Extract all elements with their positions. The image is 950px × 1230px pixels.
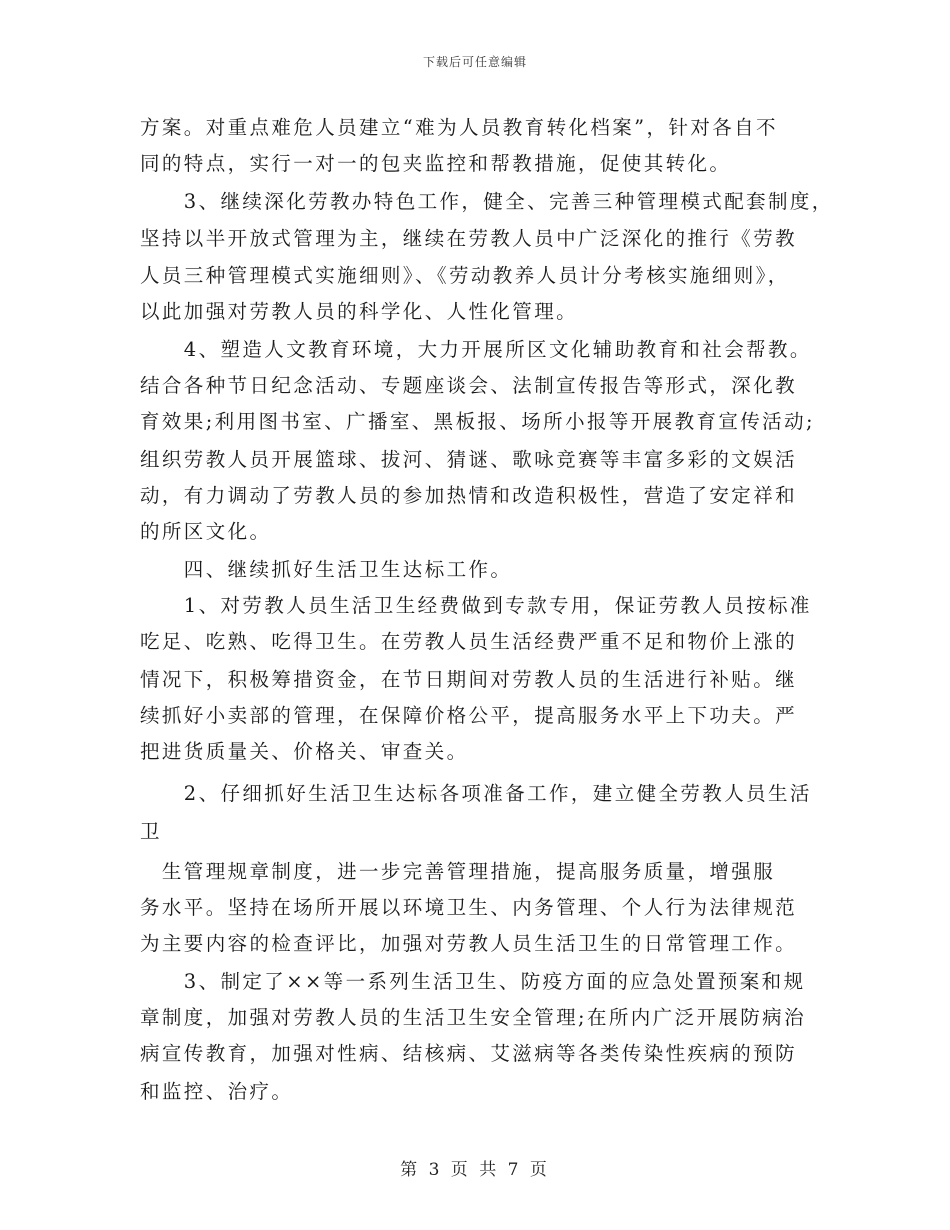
page-header-note: 下载后可任意编辑 — [422, 55, 527, 69]
text-line: 坚持以半开放式管理为主，继续在劳教人员中广泛深化的推行《劳教 — [140, 227, 798, 250]
text-line: 育效果;利用图书室、广播室、黑板报、场所小报等开展教育宣传活动; — [140, 410, 815, 433]
text-line: 方案。对重点难危人员建立“难为人员教育转化档案”，针对各自不 — [140, 116, 778, 139]
text-line: 生管理规章制度，进一步完善管理措施，提高服务质量，增强服 — [140, 860, 776, 883]
text-line: 组织劳教人员开展篮球、拔河、猜谜、歌咏竞赛等丰富多彩的文娱活 — [140, 448, 798, 471]
page-number-footer: 第 3 页 共 7 页 — [400, 1160, 550, 1180]
text-line: 章制度，加强对劳教人员的生活卫生安全管理;在所内广泛开展防病治 — [140, 1006, 806, 1029]
text-line: 结合各种节日纪念活动、专题座谈会、法制宣传报告等形式，深化教 — [140, 374, 798, 397]
text-line: 3、继续深化劳教办特色工作，健全、完善三种管理模式配套制度， — [140, 190, 834, 213]
text-line: 以此加强对劳教人员的科学化、人性化管理。 — [140, 300, 579, 323]
text-line: 和监控、治疗。 — [140, 1080, 294, 1103]
text-line: 1、对劳教人员生活卫生经费做到专款专用，保证劳教人员按标准 — [140, 594, 812, 617]
text-line: 卫 — [140, 820, 162, 843]
text-line: 为主要内容的检查评比，加强对劳教人员生活卫生的日常管理工作。 — [140, 932, 798, 955]
text-line: 2、仔细抓好生活卫生达标各项准备工作，建立健全劳教人员生活 — [140, 782, 812, 805]
text-line: 情况下，积极筹措资金，在节日期间对劳教人员的生活进行补贴。继 — [140, 668, 798, 691]
text-line: 续抓好小卖部的管理，在保障价格公平，提高服务水平上下功夫。严 — [140, 704, 798, 727]
text-line: 吃足、吃熟、吃得卫生。在劳教人员生活经费严重不足和物价上涨的 — [140, 630, 798, 653]
text-line: 同的特点，实行一对一的包夹监控和帮教措施，促使其转化。 — [140, 152, 732, 175]
text-line: 动，有力调动了劳教人员的参加热情和改造积极性，营造了安定祥和 — [140, 484, 798, 507]
text-line: 把进货质量关、价格关、审查关。 — [140, 740, 469, 763]
text-line: 3、制定了××等一系列生活卫生、防疫方面的应急处置预案和规 — [140, 970, 806, 993]
text-line: 人员三种管理模式实施细则》、《劳动教养人员计分考核实施细则》， — [140, 264, 790, 287]
text-line: 病宣传教育，加强对性病、结核病、艾滋病等各类传染性疾病的预防 — [140, 1042, 798, 1065]
text-line: 务水平。坚持在场所开展以环境卫生、内务管理、个人行为法律规范 — [140, 896, 798, 919]
section-heading: 四、继续抓好生活卫生达标工作。 — [140, 558, 513, 581]
text-line: 的所区文化。 — [140, 520, 272, 543]
text-line: 4、塑造人文教育环境，大力开展所区文化辅助教育和社会帮教。 — [140, 338, 812, 361]
